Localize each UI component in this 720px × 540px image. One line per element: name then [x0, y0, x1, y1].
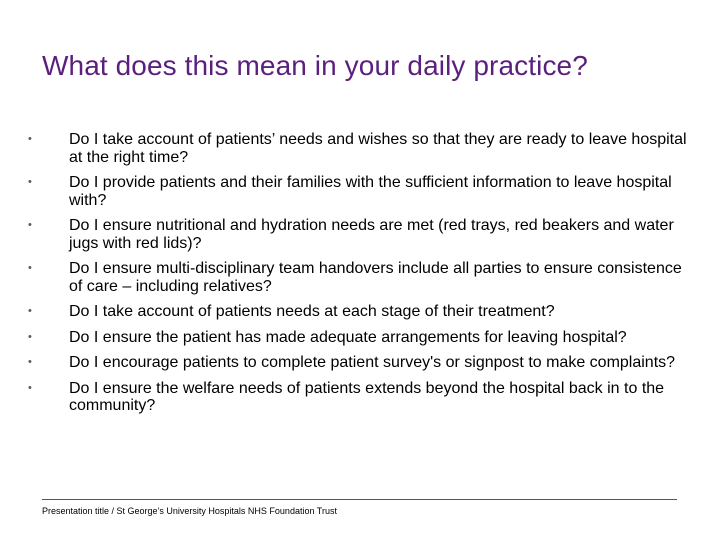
bullet-text: Do I take account of patients needs at each stage of their treatment?	[69, 303, 555, 320]
bullet-text: Do I provide patients and their families with the sufficient information to leave hospital with?	[69, 174, 672, 209]
bullet-item	[28, 380, 688, 415]
bullet-list	[28, 131, 688, 415]
bullet-icon: •	[28, 219, 32, 231]
bullet-icon: •	[28, 262, 32, 274]
bullet-text: Do I ensure the patient has made adequate arrangements for leaving hospital?	[69, 328, 627, 346]
bullet-icon: •	[28, 381, 32, 394]
bullet-text: Do I ensure nutritional and hydration needs are met (red trays, red beakers and water jugs with red lids)?	[69, 217, 674, 252]
bullet-item	[28, 329, 688, 347]
bullet-icon: •	[28, 305, 32, 317]
bullet-icon: •	[28, 330, 32, 343]
footer-divider	[42, 499, 677, 500]
bullet-item	[28, 260, 688, 295]
slide-footer: Presentation title / St George’s University Hospitals NHS Foundation Trust	[42, 506, 337, 516]
bullet-text: Do I ensure the welfare needs of patients extends beyond the hospital back in to the community?	[69, 379, 665, 414]
bullet-item	[28, 354, 688, 372]
bullet-item	[28, 217, 688, 252]
bullet-icon: •	[28, 176, 32, 188]
slide-title: What does this mean in your daily practice?	[42, 50, 588, 81]
bullet-text: Do I ensure multi-disciplinary team handovers include all parties to ensure consistence of care – including relatives?	[69, 260, 682, 295]
bullet-item	[28, 131, 688, 166]
bullet-item	[28, 174, 688, 209]
bullet-icon: •	[28, 133, 32, 145]
bullet-icon: •	[28, 356, 32, 368]
bullet-item	[28, 303, 688, 321]
bullet-text: Do I take account of patients’ needs and wishes so that they are ready to leave hospital at the right time?	[69, 131, 687, 166]
bullet-text: Do I encourage patients to complete patient survey's or signpost to make complaints?	[69, 354, 676, 371]
